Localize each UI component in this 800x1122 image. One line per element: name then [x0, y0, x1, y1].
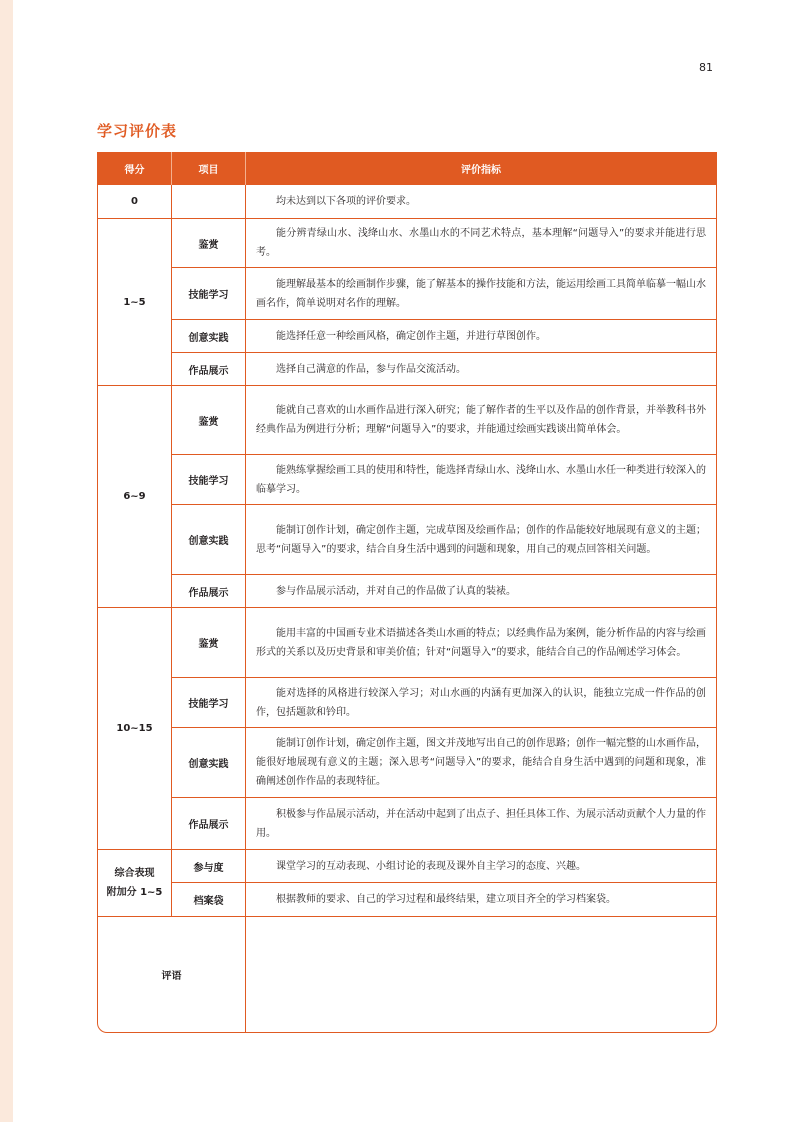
table-row	[98, 850, 716, 883]
item-cell: 创意实践	[172, 728, 246, 798]
header-score: 得分	[98, 152, 172, 185]
score-cell: 10~15	[98, 608, 172, 850]
criteria-cell: 根据教师的要求、自己的学习过程和最终结果，建立项目齐全的学习档案袋。	[246, 883, 716, 917]
header-criteria: 评价指标	[246, 152, 716, 185]
table-row	[98, 353, 716, 386]
item-cell: 参与度	[172, 850, 246, 883]
table-row	[98, 386, 716, 455]
comment-label: 评语	[98, 917, 246, 1032]
table-row	[98, 678, 716, 728]
criteria-cell: 能对选择的风格进行较深入学习；对山水画的内涵有更加深入的认识，能独立完成一件作品的创作，包括题款和钤印。	[246, 678, 716, 728]
item-cell: 鉴赏	[172, 608, 246, 678]
item-cell: 技能学习	[172, 268, 246, 320]
table-row	[98, 219, 716, 268]
criteria-cell: 选择自己满意的作品，参与作品交流活动。	[246, 353, 716, 386]
page-number: 81	[699, 61, 713, 74]
table-row	[98, 185, 716, 219]
item-cell: 作品展示	[172, 353, 246, 386]
criteria-cell: 课堂学习的互动表现、小组讨论的表现及课外自主学习的态度、兴趣。	[246, 850, 716, 883]
criteria-cell: 均未达到以下各项的评价要求。	[246, 185, 716, 219]
side-strip	[0, 0, 13, 1122]
criteria-cell: 能用丰富的中国画专业术语描述各类山水画的特点；以经典作品为案例，能分析作品的内容与绘画形式的关系以及历史背景和审美价值；针对“问题导入”的要求，能结合自己的作品阐述学习体会。	[246, 608, 716, 678]
table-row	[98, 268, 716, 320]
table-row	[98, 320, 716, 353]
table-row	[98, 575, 716, 608]
item-cell: 档案袋	[172, 883, 246, 917]
criteria-cell: 参与作品展示活动，并对自己的作品做了认真的装裱。	[246, 575, 716, 608]
score-cell: 0	[98, 185, 172, 219]
table-header-row	[98, 152, 716, 185]
criteria-cell: 能理解最基本的绘画制作步骤，能了解基本的操作技能和方法，能运用绘画工具简单临摹一幅山水画名作，简单说明对名作的理解。	[246, 268, 716, 320]
table-row	[98, 798, 716, 850]
criteria-cell: 能熟练掌握绘画工具的使用和特性，能选择青绿山水、浅绛山水、水墨山水任一种类进行较深入的临摹学习。	[246, 455, 716, 505]
criteria-cell: 能选择任意一种绘画风格，确定创作主题，并进行草图创作。	[246, 320, 716, 353]
header-item: 项目	[172, 152, 246, 185]
bonus-score-line1: 综合表现	[114, 868, 155, 879]
item-cell: 创意实践	[172, 505, 246, 575]
table-row	[98, 883, 716, 917]
table-row	[98, 728, 716, 798]
criteria-cell: 能分辨青绿山水、浅绛山水、水墨山水的不同艺术特点，基本理解“问题导入”的要求并能进行思考。	[246, 219, 716, 268]
item-cell: 创意实践	[172, 320, 246, 353]
item-cell: 作品展示	[172, 575, 246, 608]
table-row	[98, 505, 716, 575]
item-cell: 技能学习	[172, 455, 246, 505]
table-row	[98, 455, 716, 505]
criteria-cell: 能就自己喜欢的山水画作品进行深入研究；能了解作者的生平以及作品的创作背景，并举教科书外经典作品为例进行分析；理解“问题导入”的要求，并能通过绘画实践谈出简单体会。	[246, 386, 716, 455]
score-cell: 1~5	[98, 219, 172, 386]
item-cell: 鉴赏	[172, 386, 246, 455]
page-title: 学习评价表	[97, 122, 178, 140]
item-cell	[172, 185, 246, 219]
item-cell: 作品展示	[172, 798, 246, 850]
comment-row	[98, 917, 716, 1032]
criteria-cell: 积极参与作品展示活动，并在活动中起到了出点子、担任具体工作、为展示活动贡献个人力量的作用。	[246, 798, 716, 850]
item-cell: 鉴赏	[172, 219, 246, 268]
table-row	[98, 608, 716, 678]
criteria-cell: 能制订创作计划，确定创作主题，完成草图及绘画作品；创作的作品能较好地展现有意义的主题；思考“问题导入”的要求，结合自身生活中遇到的问题和现象，用自己的观点回答相关问题。	[246, 505, 716, 575]
score-cell: 6~9	[98, 386, 172, 608]
criteria-cell: 能制订创作计划，确定创作主题，图文并茂地写出自己的创作思路；创作一幅完整的山水画作品，能很好地展现有意义的主题；深入思考“问题导入”的要求，能结合自身生活中遇到的问题和现象，准确阐述创作作品的表现特征。	[246, 728, 716, 798]
comment-area	[246, 917, 716, 1032]
bonus-score-cell	[98, 850, 172, 917]
evaluation-table	[97, 152, 717, 1033]
bonus-score-line2: 附加分 1~5	[106, 887, 163, 898]
item-cell: 技能学习	[172, 678, 246, 728]
